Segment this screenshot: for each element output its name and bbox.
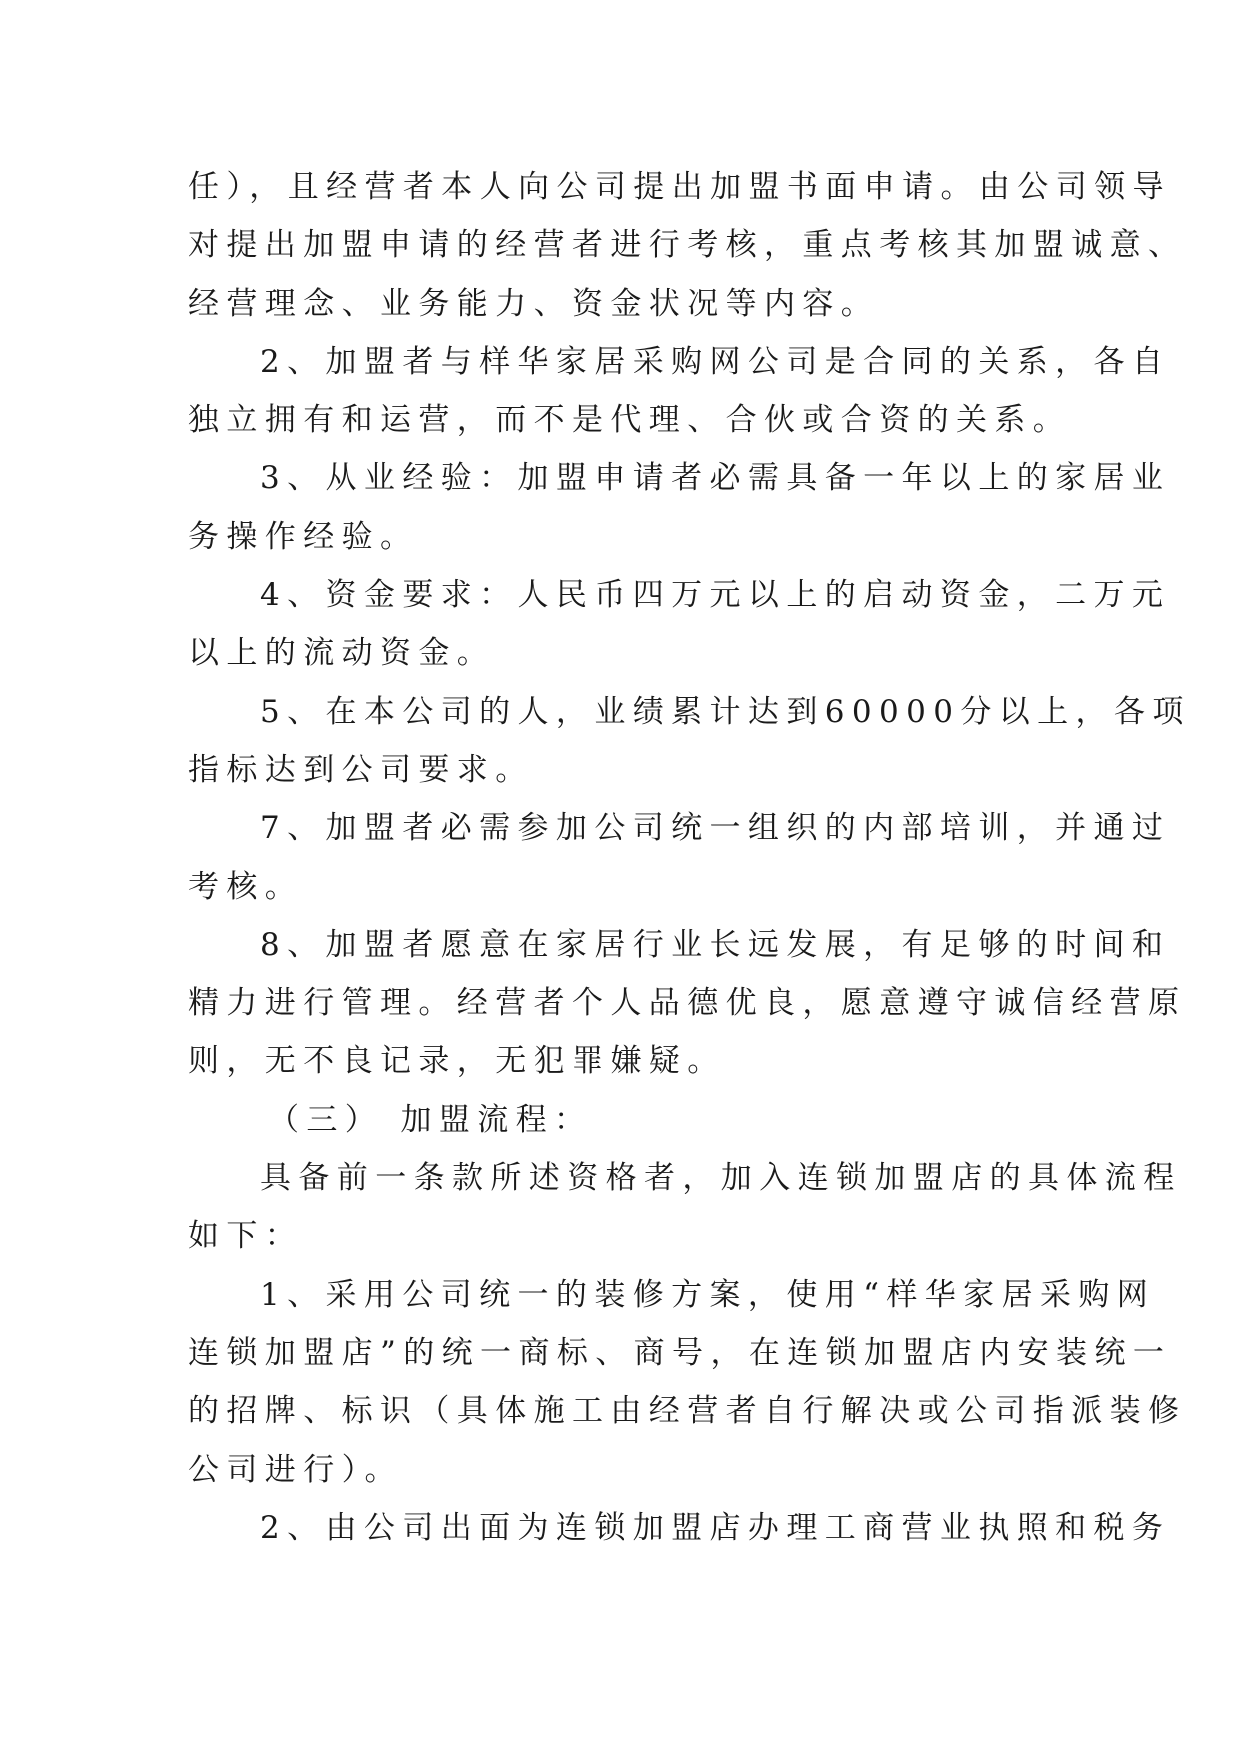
text-line: 任），且经营者本人向公司提出加盟书面申请。由公司领导 <box>188 169 1171 205</box>
text-line: 8、加盟者愿意在家居行业长远发展，有足够的时间和 <box>260 926 1171 963</box>
text-line: 1、采用公司统一的装修方案，使用“样华家居采购网 <box>260 1276 1156 1313</box>
text-line: （三） 加盟流程： <box>268 1101 593 1138</box>
text-line: 5、在本公司的人，业绩累计达到60000分以上，各项 <box>260 693 1191 730</box>
text-line: 4、资金要求：人民币四万元以上的启动资金，二万元 <box>260 577 1171 614</box>
text-line: 2、加盟者与样华家居采购网公司是合同的关系，各自 <box>260 343 1171 380</box>
text-line: 2、由公司出面为连锁加盟店办理工商营业执照和税务 <box>260 1509 1171 1546</box>
text-line: 3、从业经验：加盟申请者必需具备一年以上的家居业 <box>260 460 1171 497</box>
text-line: 连锁加盟店”的统一商标、商号，在连锁加盟店内安装统一 <box>188 1334 1172 1371</box>
text-line: 经营理念、业务能力、资金状况等内容。 <box>188 285 880 322</box>
text-line: 则，无不良记录，无犯罪嫌疑。 <box>188 1043 726 1080</box>
text-line: 务操作经验。 <box>188 518 419 555</box>
text-line: 7、加盟者必需参加公司统一组织的内部培训，并通过 <box>260 810 1171 847</box>
text-line: 精力进行管理。经营者个人品德优良，愿意遵守诚信经营原 <box>188 985 1187 1022</box>
text-line: 以上的流动资金。 <box>188 635 496 672</box>
text-line: 指标达到公司要求。 <box>188 751 534 788</box>
text-line: 如下： <box>188 1218 304 1255</box>
text-line: 公司进行）。 <box>188 1451 403 1488</box>
text-line: 具备前一条款所述资格者，加入连锁加盟店的具体流程 <box>260 1160 1182 1197</box>
text-line: 独立拥有和运营，而不是代理、合伙或合资的关系。 <box>188 402 1072 439</box>
text-line: 的招牌、标识（具体施工由经营者自行解决或公司指派装修 <box>188 1393 1187 1430</box>
document-body <box>188 158 1191 1557</box>
text-line: 考核。 <box>188 868 304 905</box>
text-line: 对提出加盟申请的经营者进行考核，重点考核其加盟诚意、 <box>188 227 1187 264</box>
